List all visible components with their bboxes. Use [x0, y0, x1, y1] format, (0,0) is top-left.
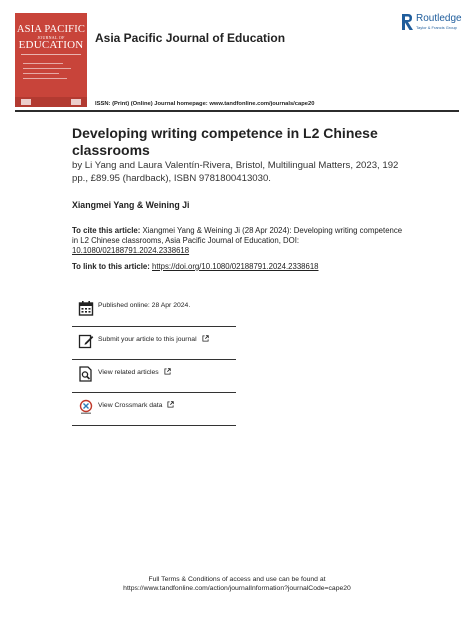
- terms-url[interactable]: https://www.tandfonline.com/action/journalInformation?journalCode=cape20: [123, 585, 351, 592]
- cover-text-line: [23, 78, 67, 79]
- cover-divider: [21, 54, 81, 55]
- routledge-r-icon: [400, 13, 414, 31]
- related-articles-text: View related articles: [98, 369, 159, 376]
- submit-article-row[interactable]: [72, 327, 236, 360]
- calendar-icon: [78, 300, 94, 316]
- cover-text-line: [23, 73, 59, 74]
- crossmark-label: [98, 401, 174, 409]
- crossmark-text: View Crossmark data: [98, 402, 163, 409]
- terms-footer: [0, 575, 474, 593]
- article-subtitle: by Li Yang and Laura Valentín-Rivera, Bristol, Multilingual Matters, 2023, 192 pp., £89.95 (hardback), ISBN 9781800413030.: [72, 160, 399, 184]
- cover-text-line: [23, 68, 71, 69]
- article-doi-link[interactable]: https://doi.org/10.1080/02188791.2024.2338618: [152, 262, 319, 271]
- cover-title-line1: ASIA PACIFIC: [16, 24, 86, 35]
- published-online-label: Published online: 28 Apr 2024.: [98, 302, 191, 309]
- submit-article-label: [98, 335, 209, 343]
- external-link-icon: [164, 368, 171, 375]
- crossmark-row[interactable]: [72, 393, 236, 426]
- article-authors: Xiangmei Yang & Weining Ji: [72, 200, 190, 210]
- submit-article-text: Submit your article to this journal: [98, 336, 197, 343]
- external-link-icon: [202, 335, 209, 342]
- cover-text-line: [23, 63, 63, 64]
- cover-logo: [21, 99, 31, 105]
- link-label: To link to this article:: [72, 262, 150, 271]
- article-title: Developing writing competence in L2 Chinese classrooms: [72, 125, 378, 158]
- article-actions: [72, 294, 236, 426]
- cover-logo: [71, 99, 81, 105]
- related-articles-label: [98, 368, 171, 376]
- journal-title[interactable]: Asia Pacific Journal of Education: [95, 31, 286, 45]
- cover-title-line2: JOURNAL OF: [37, 35, 65, 40]
- publisher-logo[interactable]: [400, 13, 462, 33]
- external-link-icon: [167, 401, 174, 408]
- journal-cover-image: [15, 13, 87, 107]
- citation-block: [72, 226, 407, 256]
- publisher-name: Routledge: [416, 13, 462, 24]
- edit-icon: [78, 333, 94, 349]
- crossmark-icon: [78, 399, 94, 415]
- related-articles-row[interactable]: [72, 360, 236, 393]
- header-divider: [15, 110, 459, 112]
- cite-label: To cite this article:: [72, 226, 141, 235]
- search-document-icon: [78, 366, 94, 382]
- issn-homepage-line[interactable]: ISSN: (Print) (Online) Journal homepage: www.tandfonline.com/journals/cape20: [95, 101, 315, 107]
- cite-doi-link[interactable]: 10.1080/02188791.2024.2338618: [72, 246, 190, 255]
- published-online-row: [72, 294, 236, 327]
- cover-title-line3: EDUCATION: [18, 39, 84, 51]
- terms-line: Full Terms & Conditions of access and use can be found at: [148, 576, 326, 583]
- publisher-subline: Taylor & Francis Group: [416, 25, 457, 30]
- article-link-line: [72, 262, 319, 271]
- cite-text: Xiangmei Yang & Weining Ji (28 Apr 2024): Developing writing competence in L2 Chinese classrooms, Asia Pacific Journal of Education, DOI:: [72, 226, 403, 245]
